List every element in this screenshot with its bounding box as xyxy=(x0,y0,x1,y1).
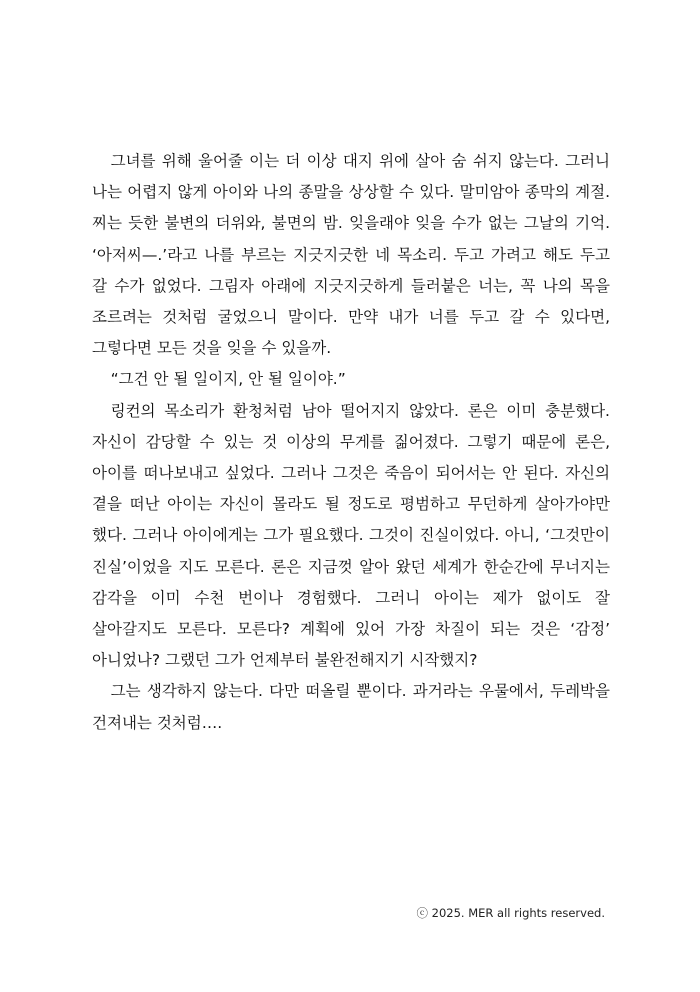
body-text xyxy=(92,146,610,739)
copyright-notice: ⓒ 2025. MER all rights reserved. xyxy=(416,906,605,920)
paragraph-2-dialogue: “그건 안 될 일이지, 안 될 일이야.” xyxy=(110,370,346,389)
paragraph-3: 링컨의 목소리가 환청처럼 남아 떨어지지 않았다. 론은 이미 충분했다. 자신이 감당할 수 있는 것 이상의 무게를 짊어졌다. 그렇기 때문에 론은, 아이를 떠나보내고 싶었다. 그러나 그것은 죽음이 되어서는 안 된다. 자신의 곁을 떠난 아이는 자신이 몰라도 될 정도로 평범하고 무던하게 살아가야만 했다. 그러나 아이에게는 그가 필요했다. 그것이 진실이었다. 아니, ‘그것만이 진실’이었을 지도 모른다. 론은 지금껏 알아 왔던 세계가 한순간에 무너지는 감각을 이미 수천 번이나 경험했다. 그러니 아이는 제가 없이도 잘 살아갈지도 모른다. 모른다? 계획에 있어 가장 차질이 되는 것은 ‘감정’ 아니었나? 그랬던 그가 언제부터 불완전해지기 시작했지? xyxy=(92,401,610,670)
paragraph-1: 그녀를 위해 울어줄 이는 더 이상 대지 위에 살아 숨 쉬지 않는다. 그러니 나는 어렵지 않게 아이와 나의 종말을 상상할 수 있다. 말미암아 종막의 계절. 찌는 듯한 불변의 더위와, 불면의 밤. 잊을래야 잊을 수가 없는 그날의 기억. ‘아저씨—.’라고 나를 부르는 지긋지긋한 네 목소리. 두고 가려고 해도 두고 갈 수가 없었다. 그림자 아래에 지긋지긋하게 들러붙은 너는, 꼭 나의 목을 조르려는 것처럼 굴었으니 말이다. 만약 내가 너를 두고 갈 수 있다면, 그렇다면 모든 것을 잊을 수 있을까. xyxy=(92,152,610,358)
paragraph-4: 그는 생각하지 않는다. 다만 떠올릴 뿐이다. 과거라는 우물에서, 두레박을 건져내는 것처럼…. xyxy=(92,682,610,732)
